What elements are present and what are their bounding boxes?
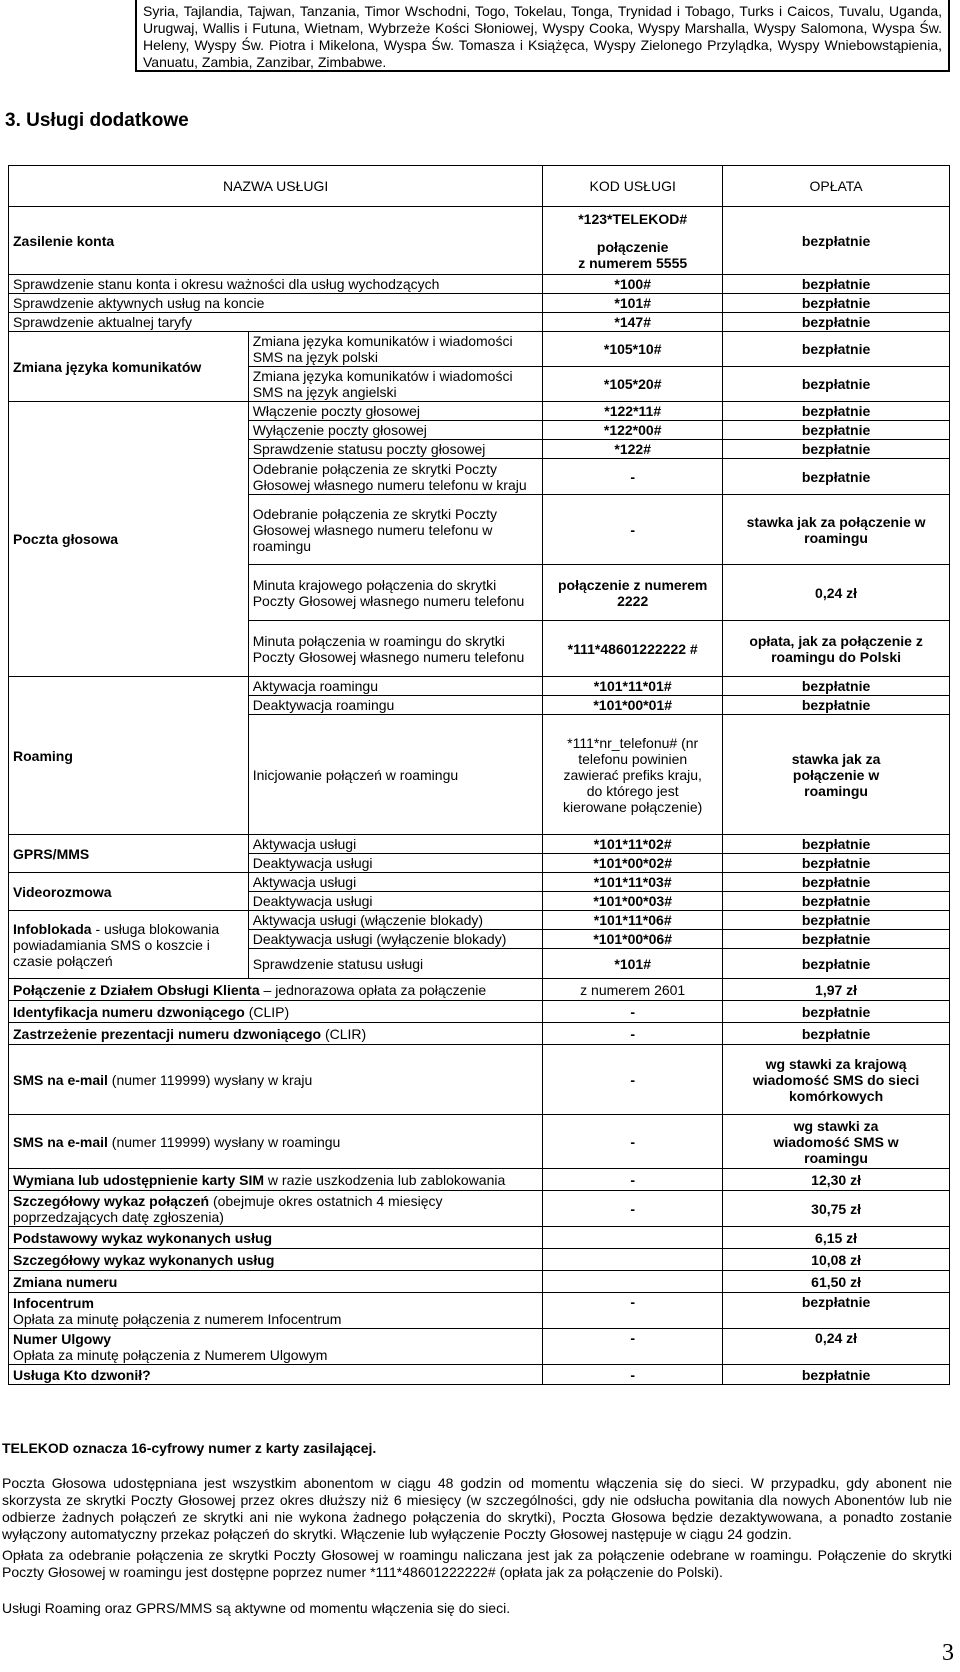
- row-code: z numerem 2601: [543, 979, 723, 1001]
- row-fee: bezpłatnie: [723, 1001, 950, 1023]
- row-fee: bezpłatnie: [723, 440, 950, 459]
- code-line: z numerem 5555: [578, 254, 688, 271]
- group-name: Videorozmowa: [9, 873, 249, 911]
- row-fee: 10,08 zł: [723, 1249, 950, 1271]
- row-name-bold: SMS na e-mail: [13, 1071, 108, 1088]
- row-fee: bezpłatnie: [723, 911, 950, 930]
- row-name-bold: Wymiana lub udostępnienie karty SIM: [13, 1171, 265, 1188]
- row-name-bold: Infocentrum: [13, 1294, 94, 1311]
- row-name: [9, 1293, 543, 1329]
- row-desc: Deaktywacja usługi (wyłączenie blokady): [248, 930, 543, 949]
- note-telekod: TELEKOD oznacza 16-cyfrowy numer z karty zasilającej.: [2, 1440, 377, 1456]
- row-code: -: [543, 1293, 723, 1329]
- table-row: [9, 1329, 950, 1365]
- table-row: [9, 1045, 950, 1115]
- table-row: [9, 402, 950, 421]
- table-row: [9, 1169, 950, 1191]
- header-code: KOD USŁUGI: [543, 166, 723, 207]
- table-row: [9, 873, 950, 892]
- row-desc: Odebranie połączenia ze skrytki Poczty Głosowej własnego numeru telefonu w roamingu: [248, 495, 543, 565]
- row-desc: Sprawdzenie statusu usługi: [248, 949, 543, 979]
- row-name-sub: Opłata za minutę połączenia z Numerem Ulgowym: [13, 1346, 328, 1363]
- row-desc: Aktywacja usługi: [248, 835, 543, 854]
- countries-text: Syria, Tajlandia, Tajwan, Tanzania, Timor Wschodni, Togo, Tokelau, Tonga, Trynidad i Tobago, Turks i Caicos, Tuvalu, Uganda, Urugwaj, Wallis i Futuna, Wietnam, Wybrzeże Kości Słoniowej, Wyspy Cooka, Wyspy Marshalla, Wyspy Salomona, Wyspa Św. Heleny, Wyspy Św. Piotra i Mikelona, Wyspa Św. Tomasza i Książęca, Wyspy Zielonego Przylądka, Wyspy Wniebowstąpienia, Vanuatu, Zambia, Zanzibar, Zimbabwe.: [143, 3, 942, 70]
- header-name: NAZWA USŁUGI: [9, 166, 543, 207]
- row-name-rest: (CLIP): [244, 1003, 290, 1020]
- row-fee: bezpłatnie: [723, 835, 950, 854]
- row-fee: 12,30 zł: [723, 1169, 950, 1191]
- table-row: [9, 207, 950, 275]
- table-row: [9, 835, 950, 854]
- row-name: [9, 1001, 543, 1023]
- row-fee: bezpłatnie: [723, 402, 950, 421]
- row-fee: 1,97 zł: [723, 979, 950, 1001]
- row-fee: opłata, jak za połączenie z roamingu do Polski: [723, 621, 950, 677]
- code-line: połączenie: [596, 238, 669, 255]
- row-code: *101*11*03#: [543, 873, 723, 892]
- row-fee: stawka jak za połączenie w roamingu: [723, 715, 950, 835]
- table-row: [9, 1293, 950, 1329]
- row-fee: 30,75 zł: [723, 1191, 950, 1227]
- group-name: GPRS/MMS: [9, 835, 249, 873]
- row-desc: Odebranie połączenia ze skrytki Poczty Głosowej własnego numeru telefonu w kraju: [248, 459, 543, 495]
- table-row: [9, 979, 950, 1001]
- row-code: -: [543, 1169, 723, 1191]
- row-fee: bezpłatnie: [723, 873, 950, 892]
- row-fee: bezpłatnie: [723, 677, 950, 696]
- row-desc: Sprawdzenie statusu poczty głosowej: [248, 440, 543, 459]
- table-row: [9, 332, 950, 367]
- row-fee: bezpłatnie: [723, 367, 950, 402]
- row-name: [9, 1329, 543, 1365]
- row-fee: 0,24 zł: [723, 1329, 950, 1365]
- page-number: 3: [942, 1640, 954, 1666]
- table-header-row: [9, 166, 950, 207]
- table-row: [9, 1271, 950, 1293]
- row-desc: Aktywacja usługi (włączenie blokady): [248, 911, 543, 930]
- row-code: *122*11#: [543, 402, 723, 421]
- row-name: [9, 1115, 543, 1169]
- row-fee: wg stawki za krajową wiadomość SMS do sieci komórkowych: [723, 1045, 950, 1115]
- row-name-rest: w razie uszkodzenia lub zablokowania: [264, 1171, 506, 1188]
- row-desc: Aktywacja roamingu: [248, 677, 543, 696]
- row-name: Zmiana numeru: [9, 1271, 543, 1293]
- row-desc: Minuta połączenia w roamingu do skrytki Poczty Głosowej własnego numeru telefonu: [248, 621, 543, 677]
- row-name-rest: (CLIR): [321, 1025, 367, 1042]
- services-table: [8, 165, 950, 1385]
- row-code: -: [543, 1023, 723, 1045]
- row-code: *111*nr_telefonu# (nr telefonu powinien zawierać prefiks kraju, do którego jest kierowane połączenie): [543, 715, 723, 835]
- row-code: [543, 1249, 723, 1271]
- row-name: [9, 1045, 543, 1115]
- row-name-rest: (numer 119999) wysłany w kraju: [107, 1071, 313, 1088]
- table-row: [9, 1001, 950, 1023]
- table-row: [9, 677, 950, 696]
- table-row: [9, 294, 950, 313]
- group-name-rest: - usługa blokowania powiadamiania SMS o koszcie i czasie połączeń: [13, 920, 220, 969]
- row-code: *101*00*06#: [543, 930, 723, 949]
- row-desc: Inicjowanie połączeń w roamingu: [248, 715, 543, 835]
- row-code: *101*11*01#: [543, 677, 723, 696]
- row-name-bold: Zastrzeżenie prezentacji numeru dzwoniącego: [13, 1025, 322, 1042]
- row-code: *101#: [543, 949, 723, 979]
- row-name: Sprawdzenie stanu konta i okresu ważności dla usług wychodzących: [9, 275, 543, 294]
- row-name: Sprawdzenie aktualnej taryfy: [9, 313, 543, 332]
- row-fee: bezpłatnie: [723, 1023, 950, 1045]
- row-fee: bezpłatnie: [723, 207, 950, 275]
- row-code: *105*10#: [543, 332, 723, 367]
- row-fee: 61,50 zł: [723, 1271, 950, 1293]
- row-name-bold: Szczegółowy wykaz połączeń: [13, 1192, 210, 1209]
- table-row: [9, 313, 950, 332]
- row-name-bold: Identyfikacja numeru dzwoniącego: [13, 1003, 245, 1020]
- row-code: -: [543, 495, 723, 565]
- note-roaming: Usługi Roaming oraz GPRS/MMS są aktywne od momentu włączenia się do sieci.: [2, 1600, 511, 1616]
- note-poczta-2: Opłata za odebranie połączenia ze skrytki Poczty Głosowej w roamingu naliczana jest jak za połączenie odebrane w roamingu. Połączenie do skrytki Poczty Głosowej w roamingu jest dostępne poprzez numer *111*48601222222# (opłata jak za połączenie do Polski).: [2, 1547, 952, 1580]
- row-name: Zasilenie konta: [9, 207, 543, 275]
- row-name: [9, 1023, 543, 1045]
- row-name: Podstawowy wykaz wykonanych usług: [9, 1227, 543, 1249]
- row-fee: bezpłatnie: [723, 696, 950, 715]
- row-code: *122#: [543, 440, 723, 459]
- row-code: -: [543, 1045, 723, 1115]
- row-code: -: [543, 1365, 723, 1385]
- row-desc: Włączenie poczty głosowej: [248, 402, 543, 421]
- row-name-bold: SMS na e-mail: [13, 1133, 108, 1150]
- row-code: *105*20#: [543, 367, 723, 402]
- row-fee: bezpłatnie: [723, 892, 950, 911]
- row-name-bold: Połączenie z Działem Obsługi Klienta: [13, 981, 260, 998]
- row-name-rest: – jednorazowa opłata za połączenie: [259, 981, 487, 998]
- row-code: *101*00*02#: [543, 854, 723, 873]
- row-code: -: [543, 1001, 723, 1023]
- group-name: [9, 911, 249, 979]
- table-row: [9, 1191, 950, 1227]
- row-code: -: [543, 459, 723, 495]
- header-fee: OPŁATA: [723, 166, 950, 207]
- row-code: [543, 207, 723, 275]
- group-name: Roaming: [9, 677, 249, 835]
- row-fee: bezpłatnie: [723, 332, 950, 367]
- code-line: *123*TELEKOD#: [578, 210, 688, 227]
- table-row: [9, 1115, 950, 1169]
- row-fee: bezpłatnie: [723, 1293, 950, 1329]
- row-name: Usługa Kto dzwonił?: [9, 1365, 543, 1385]
- row-fee: bezpłatnie: [723, 294, 950, 313]
- row-fee: bezpłatnie: [723, 421, 950, 440]
- row-desc: Aktywacja usługi: [248, 873, 543, 892]
- row-fee: bezpłatnie: [723, 459, 950, 495]
- row-fee: 6,15 zł: [723, 1227, 950, 1249]
- table-row: [9, 1249, 950, 1271]
- row-code: *111*48601222222 #: [543, 621, 723, 677]
- row-desc: Deaktywacja usługi: [248, 854, 543, 873]
- row-name: [9, 1191, 543, 1227]
- table-row: [9, 911, 950, 930]
- row-code: *101#: [543, 294, 723, 313]
- row-desc: Zmiana języka komunikatów i wiadomości SMS na język angielski: [248, 367, 543, 402]
- countries-list-box: [135, 0, 950, 72]
- group-name: Zmiana języka komunikatów: [9, 332, 249, 402]
- row-code: połączenie z numerem 2222: [543, 565, 723, 621]
- group-name: Poczta głosowa: [9, 402, 249, 677]
- row-code: -: [543, 1329, 723, 1365]
- table-row: [9, 1023, 950, 1045]
- table-row: [9, 1365, 950, 1385]
- row-name-sub: Opłata za minutę połączenia z numerem Infocentrum: [13, 1310, 342, 1327]
- row-name-bold: Numer Ulgowy: [13, 1330, 112, 1347]
- row-fee: bezpłatnie: [723, 275, 950, 294]
- row-code: [543, 1271, 723, 1293]
- row-name: Szczegółowy wykaz wykonanych usług: [9, 1249, 543, 1271]
- row-name-rest: (obejmuje okres ostatnich 4 miesięcy poprzedzających datę zgłoszenia): [13, 1192, 443, 1225]
- row-fee: wg stawki za wiadomość SMS w roamingu: [723, 1115, 950, 1169]
- row-desc: Deaktywacja roamingu: [248, 696, 543, 715]
- row-code: *100#: [543, 275, 723, 294]
- row-code: *101*00*01#: [543, 696, 723, 715]
- table-row: [9, 275, 950, 294]
- section-title: 3. Usługi dodatkowe: [5, 110, 189, 131]
- row-fee: bezpłatnie: [723, 854, 950, 873]
- row-code: -: [543, 1191, 723, 1227]
- row-name: [9, 979, 543, 1001]
- row-code: *122*00#: [543, 421, 723, 440]
- row-code: -: [543, 1115, 723, 1169]
- row-fee: 0,24 zł: [723, 565, 950, 621]
- row-fee: bezpłatnie: [723, 930, 950, 949]
- row-code: *101*00*03#: [543, 892, 723, 911]
- note-poczta-1: Poczta Głosowa udostępniana jest wszystkim abonentom w ciągu 48 godzin od momentu włączenia się do sieci. W przypadku, gdy abonent nie skorzysta ze skrytki Poczty Głosowej przez okres dłuższy niż 6 miesięcy (w szczególności, gdy nie odsłucha powitania dla nowych Abonentów lub nie odbierze żadnych połączeń ze skrytki ani nie wykona żadnego połączenia do skrytki), Poczta Głosowa będzie dezaktywowana, a ponadto zostanie wyłączony automatyczny przekaz połączeń do skrytki. Włączenie lub wyłączenie Poczty Głosowej następuje w ciągu 24 godzin.: [2, 1475, 952, 1542]
- row-code: *101*11*02#: [543, 835, 723, 854]
- row-name: Sprawdzenie aktywnych usług na koncie: [9, 294, 543, 313]
- row-fee: bezpłatnie: [723, 949, 950, 979]
- row-code: *101*11*06#: [543, 911, 723, 930]
- group-name-bold: Infoblokada: [13, 920, 92, 937]
- row-code: [543, 1227, 723, 1249]
- row-desc: Zmiana języka komunikatów i wiadomości SMS na język polski: [248, 332, 543, 367]
- row-desc: Wyłączenie poczty głosowej: [248, 421, 543, 440]
- row-fee: stawka jak za połączenie w roamingu: [723, 495, 950, 565]
- row-name: [9, 1169, 543, 1191]
- row-desc: Minuta krajowego połączenia do skrytki Poczty Głosowej własnego numeru telefonu: [248, 565, 543, 621]
- row-desc: Deaktywacja usługi: [248, 892, 543, 911]
- row-fee: bezpłatnie: [723, 313, 950, 332]
- table-row: [9, 1227, 950, 1249]
- row-name-rest: (numer 119999) wysłany w roamingu: [107, 1133, 341, 1150]
- row-code: *147#: [543, 313, 723, 332]
- row-fee: bezpłatnie: [723, 1365, 950, 1385]
